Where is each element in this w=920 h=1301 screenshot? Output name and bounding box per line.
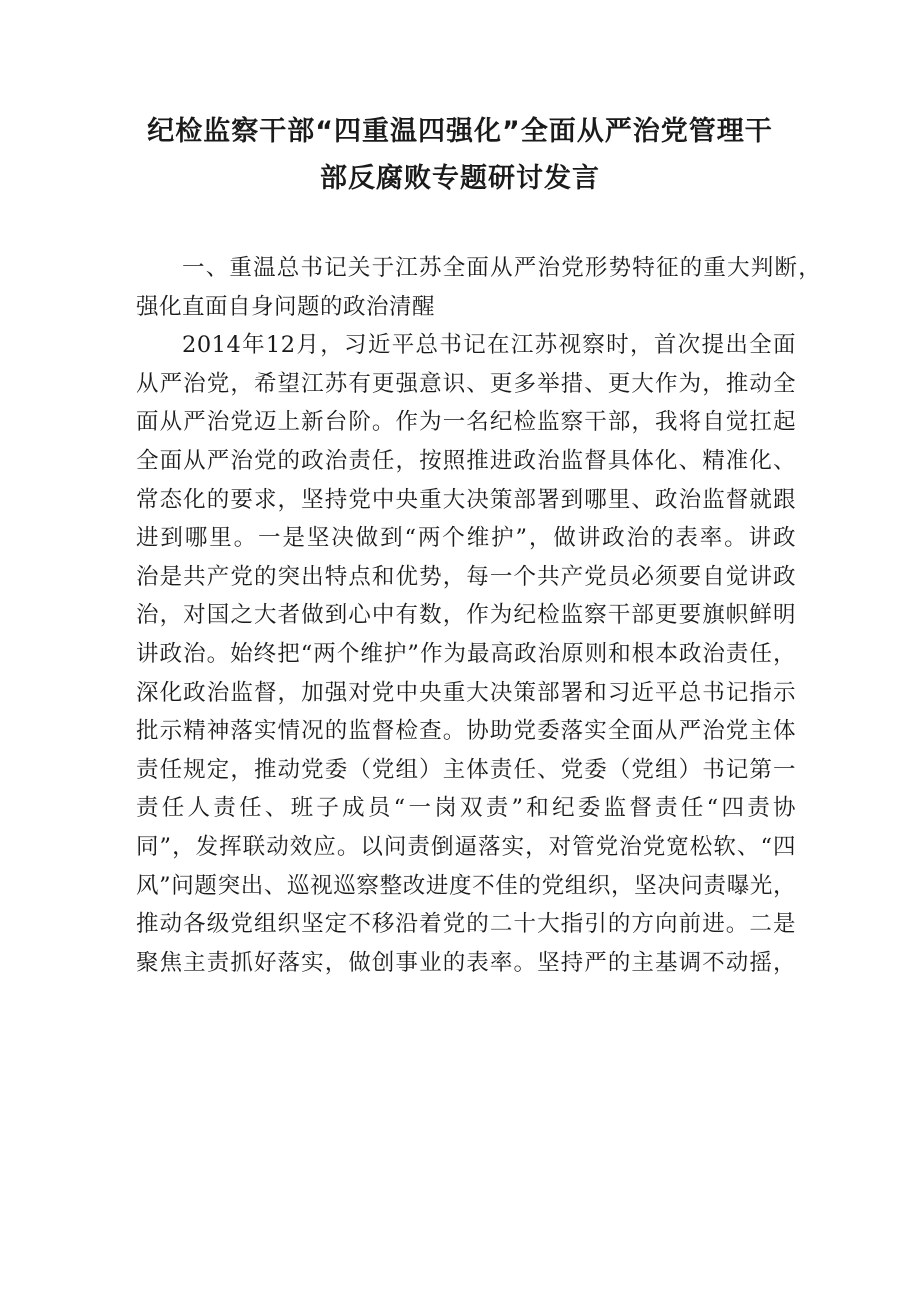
paragraph-line: 责任规定，推动党委（党组）主体责任、党委（党组）书记第一 — [136, 756, 796, 783]
title-line: 纪检监察干部“四重温四强化”全面从严治党管理干 — [147, 116, 773, 147]
paragraph-line: 讲政治。始终把“两个维护”作为最高政治原则和根本政治责任， — [136, 640, 796, 667]
paragraph-line: 进到哪里。一是坚决做到“两个维护”，做讲政治的表率。讲政 — [136, 525, 796, 552]
paragraph-line: 批示精神落实情况的监督检查。协助党委落实全面从严治党主体 — [136, 718, 796, 745]
paragraph-line: 聚焦主责抓好落实，做创事业的表率。坚持严的主基调不动摇， — [136, 949, 796, 976]
paragraph-line: 常态化的要求，坚持党中央重大决策部署到哪里、政治监督就跟 — [136, 486, 796, 513]
paragraph-line: 深化政治监督，加强对党中央重大决策部署和习近平总书记指示 — [136, 679, 796, 706]
paragraph-line: 风”问题突出、巡视巡察整改进度不佳的党组织，坚决问责曝光， — [136, 872, 796, 899]
paragraph-line: 从严治党，希望江苏有更强意识、更多举措、更大作为，推动全 — [136, 370, 796, 397]
document-body — [136, 249, 822, 982]
paragraph-line: 治，对国之大者做到心中有数，作为纪检监察干部更要旗帜鲜明 — [136, 602, 796, 629]
document-title — [130, 108, 790, 202]
paragraph-line: 治是共产党的突出特点和优势，每一个共产党员必须要自觉讲政 — [136, 563, 796, 590]
paragraph-line: 责任人责任、班子成员“一岗双责”和纪委监督责任“四责协 — [136, 795, 796, 822]
paragraph-line: 2014年12月，习近平总书记在江苏视察时，首次提出全面 — [182, 332, 796, 359]
paragraph-line: 同”，发挥联动效应。以问责倒逼落实，对管党治党宽松软、“四 — [136, 833, 796, 860]
section-heading-line: 强化直面自身问题的政治清醒 — [136, 293, 436, 320]
title-line: 部反腐败专题研讨发言 — [320, 163, 600, 194]
paragraph-line: 全面从严治党的政治责任，按照推进政治监督具体化、精准化、 — [136, 447, 796, 474]
paragraph-line: 推动各级党组织坚定不移沿着党的二十大指引的方向前进。二是 — [136, 911, 796, 938]
section-heading-line: 一、重温总书记关于江苏全面从严治党形势特征的重大判断， — [182, 255, 822, 281]
paragraph-line: 面从严治党迈上新台阶。作为一名纪检监察干部，我将自觉扛起 — [136, 409, 796, 436]
